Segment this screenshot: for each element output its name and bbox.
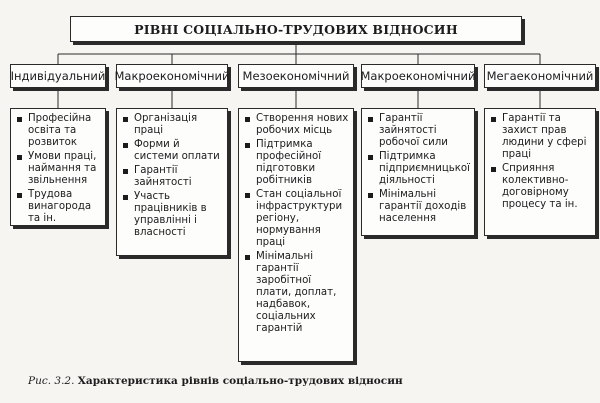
detail-item: Гарантії зайнятості робочої сили <box>367 113 470 149</box>
detail-box-macro-2 <box>361 108 475 236</box>
detail-item: Трудова винагорода та ін. <box>16 189 101 225</box>
detail-item: Сприяння колективно-договірному процесу та ін. <box>490 163 591 211</box>
detail-item: Гарантії та захист прав людини у сфері праці <box>490 113 591 161</box>
detail-box-meso <box>238 108 354 362</box>
detail-box-mega <box>484 108 596 236</box>
detail-item: Професійна освіта та розвиток <box>16 113 101 149</box>
detail-item: Стан соціальної інфраструктури регіону, нормування праці <box>244 189 349 249</box>
detail-item: Форми й системи оплати <box>122 139 223 163</box>
detail-item: Мінімальні гарантії заробітної плати, доплат, надбавок, соціальних гарантій <box>244 251 349 335</box>
detail-box-macro-1 <box>116 108 228 256</box>
detail-item: Підтримка підприємницької діяльності <box>367 151 470 187</box>
level-macro-2: Макроекономічний <box>361 64 475 88</box>
detail-item: Участь працівників в управлінні і власності <box>122 191 223 239</box>
caption-prefix: Рис. 3.2. <box>28 375 75 387</box>
diagram-title: РІВНІ СОЦІАЛЬНО-ТРУДОВИХ ВІДНОСИН <box>70 16 522 42</box>
level-individual: Індивідуальний <box>10 64 106 88</box>
detail-item: Організація праці <box>122 113 223 137</box>
caption-text: Характеристика рівнів соціально-трудових відносин <box>77 375 403 387</box>
level-mega: Мегаекономічний <box>484 64 596 88</box>
detail-item: Гарантії зайнятості <box>122 165 223 189</box>
detail-item: Умови праці, наймання та звільнення <box>16 151 101 187</box>
detail-item: Мінімальні гарантії доходів населення <box>367 189 470 225</box>
detail-box-individual <box>10 108 106 226</box>
level-macro-1: Макроекономічний <box>116 64 228 88</box>
level-meso: Мезоекономічний <box>238 64 354 88</box>
figure-caption <box>28 375 403 387</box>
detail-item: Підтримка професійної підготовки робітників <box>244 139 349 187</box>
detail-item: Створення нових робочих місць <box>244 113 349 137</box>
